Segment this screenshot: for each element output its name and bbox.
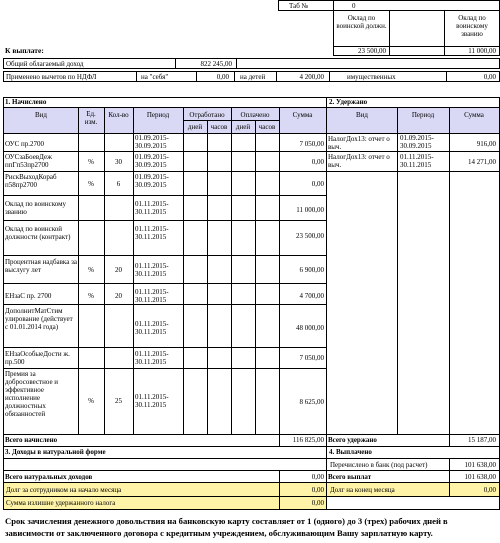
income-value: 822 245,00 xyxy=(200,60,232,68)
row-kol: 30 xyxy=(115,158,122,166)
withheld-title: 2. Удержано xyxy=(329,98,368,106)
w-header-vid: Вид xyxy=(356,111,368,119)
col2-value: 11 000,00 xyxy=(468,47,496,55)
excess-tax-value: 0,00 xyxy=(311,499,324,507)
row-vid: Оклад по воинскому званию xyxy=(5,200,67,216)
row-vid: РискВыходКораб п58пр2700 xyxy=(5,173,57,189)
row-period: 01.09.2015-30.09.2015 xyxy=(135,153,169,169)
footer-note: Срок зачисления денежного довольствия на банковскую карту составляет от 1 (одного) до 3 (трех) рабочих дней в зависимости от заключенного договора с кредитным учреждением, обслуживающим Вашу зарплатную карту. xyxy=(5,516,448,538)
header-oplach-chasov: часов xyxy=(258,123,276,131)
w-row-summa: 916,00 xyxy=(476,140,496,148)
row-summa: 7 050,00 xyxy=(299,354,324,362)
debt-start-label: Долг за сотрудником на начало месяца xyxy=(6,486,122,494)
header-summa: Сумма xyxy=(292,111,313,119)
col2-header-cell xyxy=(444,10,500,47)
row-summa: 7 050,00 xyxy=(299,140,324,148)
withheld-total-value: 15 187,00 xyxy=(468,436,496,444)
debt-end-label: Долг на конец месяца xyxy=(330,486,395,494)
tab-label: Таб № xyxy=(289,2,309,10)
row-period: 01.09.2015-30.09.2015 xyxy=(135,173,169,189)
row-ed: % xyxy=(88,292,94,300)
header-otrab-dney: дней xyxy=(187,123,203,131)
row-period: 01.09.2015-30.09.2015 xyxy=(135,134,169,150)
row-vid: ОУСзаБоевДеж ппГп53пр2700 xyxy=(5,153,52,169)
w-header-period: Период xyxy=(411,111,435,119)
paid-total-label: Всего выплат xyxy=(328,473,372,481)
imush-label: имущественных xyxy=(347,73,396,81)
accrued-title: 1. Начислено xyxy=(5,98,47,106)
row-kol: 25 xyxy=(115,397,122,405)
accrued-header xyxy=(4,108,326,133)
row-vid: ДополнитМатСтим улирование (действует с 01.01.2014 года) xyxy=(5,307,73,331)
row-period: 01.11.2015-30.11.2015 xyxy=(135,225,169,241)
w-row-summa: 14 271,00 xyxy=(468,158,496,166)
row-summa: 6 900,00 xyxy=(299,266,324,274)
natural-title: 3. Доходы в натуральной форме xyxy=(5,448,106,456)
na-sebya-value: 0,00 xyxy=(216,73,229,81)
w-header-summa: Сумма xyxy=(464,111,484,119)
row-ed: % xyxy=(88,180,94,188)
row-period: 01.11.2015-30.11.2015 xyxy=(135,262,169,278)
na-detey-label: на детей xyxy=(240,73,266,81)
debt-start-value: 0,00 xyxy=(311,486,324,494)
row-ed: % xyxy=(88,266,94,274)
row-period: 01.11.2015-30.11.2015 xyxy=(135,320,169,336)
row-period: 01.11.2015-30.11.2015 xyxy=(135,393,169,409)
header-oplach: Оплачено xyxy=(240,111,270,119)
row-period: 01.11.2015-30.11.2015 xyxy=(135,200,169,216)
paid-bank-value: 101 638,00 xyxy=(464,461,496,469)
row-summa: 48 000,00 xyxy=(296,324,324,332)
col1-header-cell xyxy=(333,10,390,47)
col1-value-cell xyxy=(333,46,390,56)
k-vyplate-label: К выплате: xyxy=(5,46,44,55)
w-row-period: 01.11.2015-30.11.2015 xyxy=(400,153,434,169)
empty-header-cell xyxy=(389,10,445,47)
natural-total-value: 0,00 xyxy=(311,473,324,481)
excess-tax-label: Сумма излишне удержанного налога xyxy=(6,499,116,507)
paid-total-value: 101 638,00 xyxy=(464,473,496,481)
w-row-vid: НалогДох13: отчет о выч. xyxy=(328,135,390,151)
na-detey-value: 4 200,00 xyxy=(299,73,324,81)
paid-title: 4. Выплачено xyxy=(329,448,372,456)
row-summa: 11 000,00 xyxy=(296,206,324,214)
ndfl-row xyxy=(3,71,500,82)
header-otrab-chasov: часов xyxy=(210,123,228,131)
ndfl-label: Применено вычетов по НДФЛ xyxy=(6,73,97,81)
row-period: 01.11.2015-30.11.2015 xyxy=(135,350,169,366)
row-summa: 23 500,00 xyxy=(296,232,324,240)
col2-value-cell xyxy=(444,46,500,56)
accrued-total-label: Всего начислено xyxy=(5,436,58,444)
row-vid: Процентная надбавка за выслугу лет xyxy=(5,258,77,274)
natural-total-label: Всего натуральных доходов xyxy=(5,473,93,481)
imush-value: 0,00 xyxy=(483,73,496,81)
row-vid: ЕНзаОсобыеДости ж. пр.500 xyxy=(5,350,70,366)
empty-value-cell xyxy=(389,46,445,56)
w-row-period: 01.09.2015-30.09.2015 xyxy=(400,134,434,150)
col1-header: Оклад по воинской должн. xyxy=(336,14,387,30)
header-otrab: Отработано xyxy=(189,111,225,119)
row-period: 01.11.2015-30.11.2015 xyxy=(135,288,169,304)
header-oplach-dney: дней xyxy=(235,123,251,131)
row-summa: 4 700,00 xyxy=(299,292,324,300)
na-sebya-label: на "себя" xyxy=(141,73,169,81)
header-kol: Кол-во xyxy=(108,111,129,119)
withheld-total-label: Всего удержано xyxy=(328,436,377,444)
withheld-header xyxy=(327,108,499,133)
row-ed: % xyxy=(88,158,94,166)
row-vid: Оклад по воинской должности (контракт) xyxy=(5,225,71,241)
row-kol: 20 xyxy=(115,292,122,300)
row-summa: 8 625,00 xyxy=(299,398,324,406)
header-ed: Ед. изм. xyxy=(84,110,98,126)
accrued-total-value: 116 825,00 xyxy=(292,436,324,444)
paid-bank-label: Перечислено в банк (под расчет) xyxy=(330,461,428,469)
row-vid: ЕНзаС пр. 2700 xyxy=(5,292,52,300)
income-row xyxy=(3,58,500,69)
row-vid: ОУС пр.2700 xyxy=(5,140,45,148)
row-ed: % xyxy=(88,397,94,405)
header-period: Период xyxy=(146,111,170,119)
row-kol: 20 xyxy=(115,266,122,274)
w-row-vid: НалогДох13: отчет о выч. xyxy=(328,153,390,169)
col2-header: Оклад по воинскому званию xyxy=(456,14,488,38)
row-kol: 6 xyxy=(116,180,121,188)
header-vid: Вид xyxy=(35,111,47,119)
income-label: Общий облагаемый доход xyxy=(6,60,84,68)
debt-end-value: 0,00 xyxy=(483,486,496,494)
row-vid: Премия за добросовестное и эффективное исполнение должностных обязанностей xyxy=(5,370,59,418)
tab-value: 0 xyxy=(352,2,356,10)
row-summa: 0,00 xyxy=(311,158,324,166)
row-summa: 0,00 xyxy=(311,180,324,188)
col1-value: 23 500,00 xyxy=(358,47,386,55)
tab-label-cell xyxy=(278,0,334,11)
